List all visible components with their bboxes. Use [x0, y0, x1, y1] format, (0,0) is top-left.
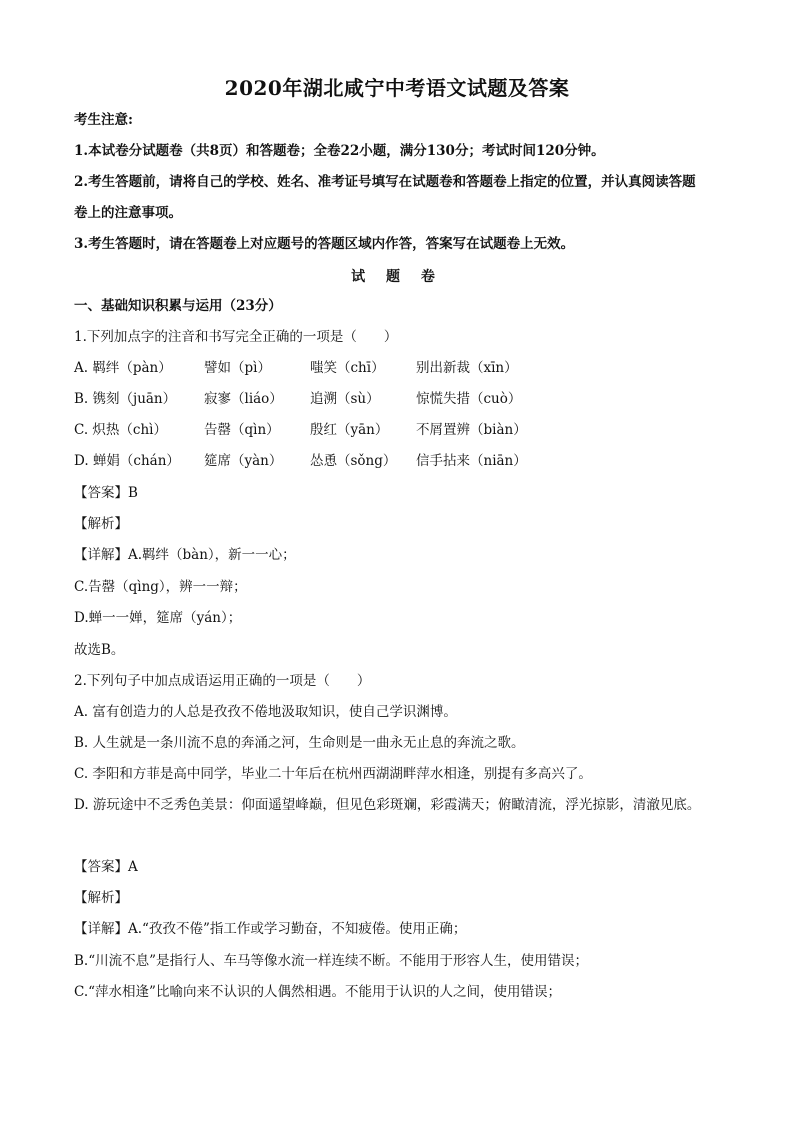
q2-detail: C.“萍水相逢”比喻向来不认识的人偶然相遇。不能用于认识的人之间，使用错误；: [74, 984, 561, 1000]
section-heading: 一、基础知识积累与运用（23分）: [74, 298, 282, 314]
q1-analysis-label: 【解析】: [74, 516, 128, 532]
notice-item-2: 2.考生答题前，请将自己的学校、姓名、准考证号填写在试题卷和答题卷上指定的位置，并认真阅读答题: [74, 174, 696, 190]
q1-detail: D.蝉一一婵，筵席（yán）；: [74, 610, 242, 626]
q1-option-cell: 怂恿（sǒng）: [310, 453, 397, 469]
q1-option-cell: 别出新裁（xīn）: [416, 360, 518, 376]
q1-detail: 故选B。: [74, 642, 125, 658]
q1-answer: 【答案】B: [74, 485, 138, 501]
q2-answer: 【答案】A: [74, 859, 138, 875]
q1-option-cell: 譬如（pì）: [204, 360, 271, 376]
q1-detail: 【详解】A.羁绊（bàn），新一一心；: [74, 547, 296, 563]
q1-option-cell: A. 羁绊（pàn）: [74, 360, 172, 376]
section-center-heading: 试 题 卷: [351, 269, 443, 285]
q2-option-b: B. 人生就是一条川流不息的奔涌之河，生命则是一曲永无止息的奔流之歌。: [74, 735, 525, 751]
q2-detail: 【详解】A.“孜孜不倦”指工作或学习勤奋，不知疲倦。使用正确；: [74, 921, 467, 937]
q2-stem: 2.下列句子中加点成语运用正确的一项是（ ）: [74, 673, 371, 689]
q2-option-d: D. 游玩途中不乏秀色美景：仰面遥望峰巅，但见色彩斑斓，彩霞满天；俯瞰清流，浮光掠影，清澈见底。: [74, 797, 701, 813]
q1-stem: 1.下列加点字的注音和书写完全正确的一项是（ ）: [74, 329, 398, 345]
q1-option-cell: D. 蝉娟（chán）: [74, 453, 180, 469]
q2-detail: B.“川流不息”是指行人、车马等像水流一样连续不断。不能用于形容人生，使用错误；: [74, 953, 589, 969]
q2-analysis-label: 【解析】: [74, 890, 128, 906]
q1-option-cell: 殷红（yān）: [310, 422, 389, 438]
q1-option-cell: 不屑置辨（biàn）: [416, 422, 527, 438]
q1-option-cell: 追溯（sù）: [310, 391, 380, 407]
q1-option-cell: 信手拈来（niān）: [416, 453, 527, 469]
q2-option-a: A. 富有创造力的人总是孜孜不倦地汲取知识，使自己学识渊博。: [74, 704, 457, 720]
q1-option-cell: 嗤笑（chī）: [310, 360, 385, 376]
q2-option-c: C. 李阳和方菲是高中同学，毕业二十年后在杭州西湖湖畔萍水相逢，别提有多高兴了。: [74, 766, 592, 782]
q1-option-cell: 告罄（qìn）: [204, 422, 280, 438]
document-title: 2020年湖北咸宁中考语文试题及答案: [224, 76, 570, 100]
notice-item-3: 3.考生答题时，请在答题卷上对应题号的答题区域内作答，答案写在试题卷上无效。: [74, 236, 575, 252]
q1-option-cell: C. 炽热（chì）: [74, 422, 168, 438]
notice-heading: 考生注意:: [74, 112, 133, 128]
q1-option-cell: B. 镌刻（juān）: [74, 391, 177, 407]
notice-item-2-cont: 卷上的注意事项。: [74, 205, 182, 221]
q1-option-cell: 寂寥（liáo）: [204, 391, 283, 407]
q1-option-cell: 惊慌失措（cuò）: [416, 391, 522, 407]
q1-detail: C.告罄（qìng），辨一一辩；: [74, 579, 247, 595]
q1-option-cell: 筵席（yàn）: [204, 453, 283, 469]
notice-item-1: 1.本试卷分试题卷（共8页）和答题卷；全卷22小题，满分130分；考试时间120分钟。: [74, 143, 605, 159]
